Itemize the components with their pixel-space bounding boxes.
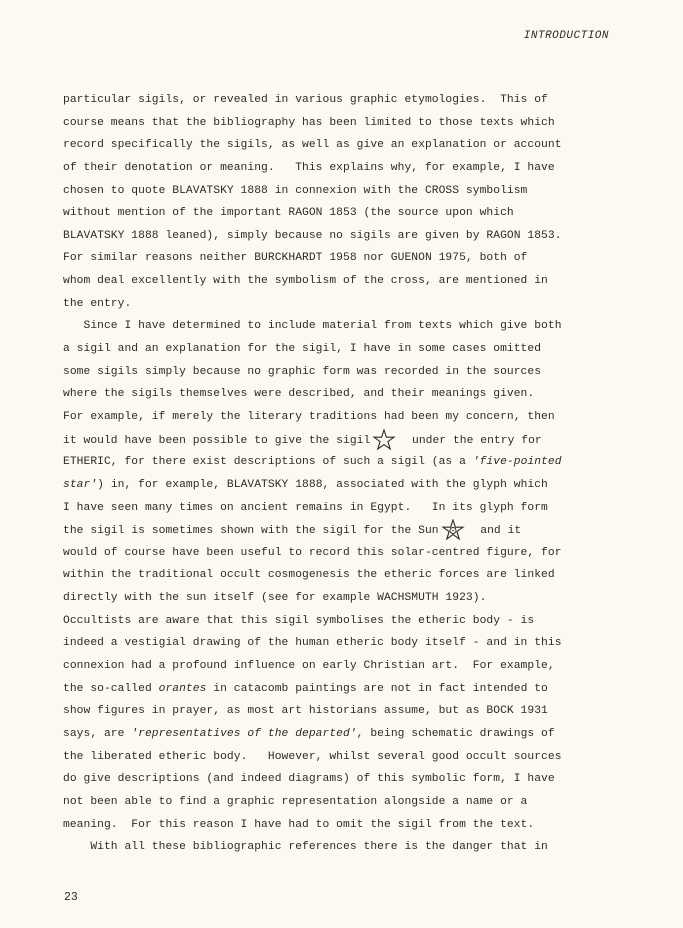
body-text [63,89,633,859]
text-segment: the sigil is sometimes shown with the sigil for the Sun [63,525,439,538]
text-segment: it would have been possible to give the sigil [63,434,371,447]
italic-quote: 'five-pointed [472,456,562,469]
text-line: whom deal excellently with the symbolism of the cross, are mentioned in [63,275,548,288]
text-line: where the sigils themselves were described, and their meanings given. [63,388,535,401]
text-line [63,451,633,474]
text-line: particular sigils, or revealed in various graphic etymologies. This of [63,94,548,106]
text-segment: under the entry for [398,434,542,447]
text-line: For example, if merely the literary traditions had been my concern, then [63,410,555,423]
text-line: directly with the sun itself (see for example WACHSMUTH 1923). [63,592,487,605]
text-line [63,429,633,452]
sun-star-sigil-icon [439,519,467,541]
italic-quote: star' [63,478,98,491]
text-line: the entry. [63,297,132,310]
text-line: BLAVATSKY 1888 leaned), simply because no sigils are given by RAGON 1853. [63,229,562,242]
text-line: a sigil and an explanation for the sigil, I have in some cases omitted [63,343,542,356]
text-line: course means that the bibliography has been limited to those texts which [63,116,555,129]
text-segment: in catacomb paintings are not in fact intended to [206,682,548,695]
text-line: not been able to find a graphic representation alongside a name or a [63,795,528,808]
text-line: of their denotation or meaning. This explains why, for example, I have [63,161,555,174]
text-line [63,723,633,746]
text-line: the liberated etheric body. However, whilst several good occult sources [63,750,562,763]
text-line [63,678,633,701]
text-line: within the traditional occult cosmogenesis the etheric forces are linked [63,569,555,582]
text-segment: and it [466,525,522,538]
text-line: some sigils simply because no graphic form was recorded in the sources [63,365,542,378]
text-line [63,474,633,497]
text-line: do give descriptions (and indeed diagrams) of this symbolic form, I have [63,773,555,786]
text-line: With all these bibliographic references there is the danger that in [63,841,548,854]
text-line: show figures in prayer, as most art historians assume, but as BOCK 1931 [63,705,548,718]
star-sigil-icon [370,429,398,451]
text-line: chosen to quote BLAVATSKY 1888 in connexion with the CROSS symbolism [63,184,528,197]
text-line: record specifically the sigils, as well as give an explanation or account [63,139,562,152]
text-segment: , being schematic drawings of [356,727,555,740]
page-number: 23 [64,891,78,904]
text-segment: ETHERIC, for there exist descriptions of such a sigil (as a [63,456,473,469]
text-line: I have seen many times on ancient remains in Egypt. In its glyph form [63,501,548,514]
italic-quote: 'representatives of the departed' [131,727,357,740]
text-segment: says, are [63,727,132,740]
running-header: INTRODUCTION [523,30,609,42]
text-line: would of course have been useful to record this solar-centred figure, for [63,546,562,559]
italic-term: orantes [158,682,207,695]
text-line: Since I have determined to include material from texts which give both [63,320,562,333]
text-segment: ) in, for example, BLAVATSKY 1888, associated with the glyph which [97,478,548,491]
text-line: without mention of the important RAGON 1853 (the source upon which [63,207,514,220]
text-line: indeed a vestigial drawing of the human etheric body itself - and in this [63,637,562,650]
text-line: Occultists are aware that this sigil symbolises the etheric body - is [63,614,535,627]
text-line: connexion had a profound influence on early Christian art. For example, [63,660,555,673]
text-line: meaning. For this reason I have had to omit the sigil from the text. [63,818,535,831]
text-line: For similar reasons neither BURCKHARDT 1958 nor GUENON 1975, both of [63,252,528,265]
text-segment: the so-called [63,682,159,695]
text-line [63,519,633,542]
